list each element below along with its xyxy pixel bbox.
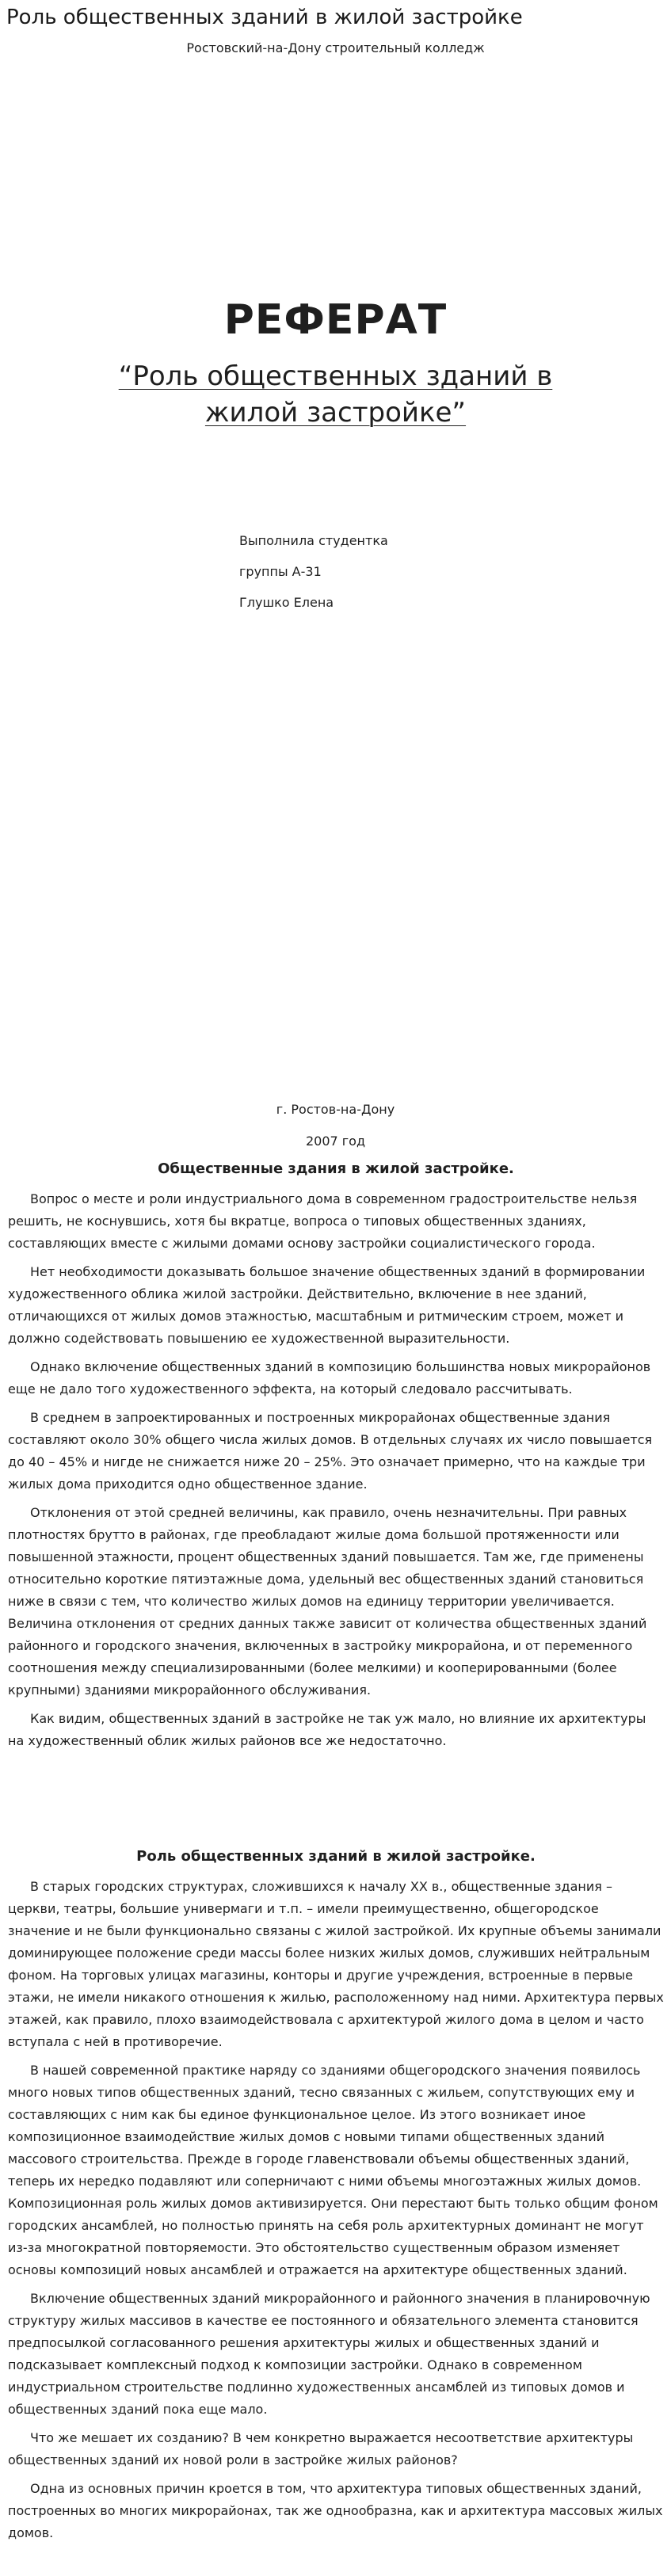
year: 2007 год: [305, 1134, 366, 1149]
paragraph: Нет необходимости доказывать большое значение общественных зданий в формировании художественного облика жилой застройки. Действительно, включение в нее зданий, отличающихся от жилых домов этажностью, масштабным и ритмическим строем, может и должно содействовать повышению ее художественной выразительности.: [8, 1264, 646, 1346]
college-name: Ростовский-на-Дону строительный колледж: [186, 40, 485, 55]
cover-footer: [0, 1099, 671, 1163]
cover-topic: “Роль общественных зданий в жилой застройке”: [118, 360, 553, 429]
section-heading: Общественные здания в жилой застройке.: [158, 1160, 514, 1177]
paragraph: В среднем в запроектированных и построенных микрорайонах общественные здания составляют около 30% общего числа жилых домов. В отдельных случаях их число повышается до 40 – 45% и нигде не снижается ниже 20 – 25%. Это означает примерно, что на каждые три жилых дома приходится одно общественное здание.: [8, 1410, 653, 1492]
section-heading: Роль общественных зданий в жилой застройке.: [136, 1848, 536, 1865]
paragraph: Отклонения от этой средней величины, как правило, очень незначительны. При равных плотностях брутто в районах, где преобладают жилые дома большой протяженности или повышенной этажности, процент общественных зданий повышается. Там же, где применены относительно короткие пятиэтажные дома, удельный вес общественных зданий становиться ниже в связи с тем, что количество жилых домов на единицу территории увеличивается. Величина отклонения от средних данных также зависит от количества общественных зданий районного и городского значения, включенных в застройку микрорайона, и от переменного соотношения между специализированными (более мелкими) и кооперированными (более крупными) зданиями микрорайонного обслуживания.: [8, 1505, 647, 1698]
paragraph: Однако включение общественных зданий в композицию большинства новых микрорайонов еще не дало того художественного эффекта, на который следовало рассчитывать.: [8, 1359, 651, 1397]
author-line: Выполнила студентка: [239, 533, 388, 548]
cover-heading: РЕФЕРАТ: [223, 296, 448, 344]
section-public-buildings: [8, 1158, 664, 1759]
paragraph: Включение общественных зданий микрорайонного и районного значения в планировочную структуру жилых массивов в качестве ее постоянного и обязательного элемента становится предпосылкой согласованного решения архитектуры жилых и общественных зданий и подсказывает комплексный подход к композиции застройки. Однако в современном индустриальном строительстве подлинно художественных ансамблей из типовых домов и общественных зданий пока еще мало.: [8, 2291, 650, 2417]
paragraph: Что же мешает их созданию? В чем конкретно выражается несоответствие архитектуры общественных зданий их новой роли в застройке жилых районов?: [8, 2430, 634, 2467]
author-block: [239, 531, 388, 623]
document-title: Роль общественных зданий в жилой застройке: [6, 6, 523, 29]
paragraph: В старых городских структурах, сложившихся к началу XX в., общественные здания – церкви, театры, большие универмаги и т.п. – имели преимущественно, общегородское значение и не были функционально связаны с жилой застройкой. Их крупные объемы занимали доминирующее положение среди массы более низких жилых домов, служивших нейтральным фоном. На торговых улицах магазины, конторы и другие учреждения, встроенные в первые этажи, не имели никакого отношения к жилью, расположенному над ними. Архитектура первых этажей, как правило, плохо взаимодействовала с архитектурой жилого дома в целом и часто вступала с ней в противоречие.: [8, 1879, 664, 2049]
section-role-of-buildings: [8, 1846, 664, 2551]
paragraph: Вопрос о месте и роли индустриального дома в современном градостроительстве нельзя решить, не коснувшись, хотя бы вкратце, вопроса о типовых общественных зданиях, составляющих вместе с жилыми домами основу застройки социалистического города.: [8, 1191, 638, 1251]
paragraph: В нашей современной практике наряду со зданиями общегородского значения появилось много новых типов общественных зданий, тесно связанных с жильем, сопутствующих ему и составляющих с ним как бы единое функциональное целое. Из этого возникает иное композиционное взаимодействие жилых домов с новыми типами общественных зданий массового строительства. Прежде в городе главенствовали объемы общественных зданий, теперь их нередко подавляют или соперничают с ними объемы многоэтажных жилых домов. Композиционная роль жилых домов активизируется. Они перестают быть только общим фоном городских ансамблей, но полностью принять на себя роль архитектурных доминант не могут из-за многократной повторяемости. Это обстоятельство существенным образом изменяет основы композиций новых ансамблей и отражается на архитектуре общественных зданий.: [8, 2063, 658, 2277]
paragraph: Как видим, общественных зданий в застройке не так уж мало, но влияние их архитектуры на художественный облик жилых районов все же недостаточно.: [8, 1711, 646, 1748]
author-line: Глушко Елена: [239, 595, 334, 610]
city: г. Ростов-на-Дону: [276, 1102, 395, 1117]
author-line: группы А-31: [239, 564, 322, 579]
paragraph: Одна из основных причин кроется в том, что архитектура типовых общественных зданий, построенных во многих микрорайонах, так же однообразна, как и архитектура массовых жилых домов.: [8, 2481, 663, 2540]
